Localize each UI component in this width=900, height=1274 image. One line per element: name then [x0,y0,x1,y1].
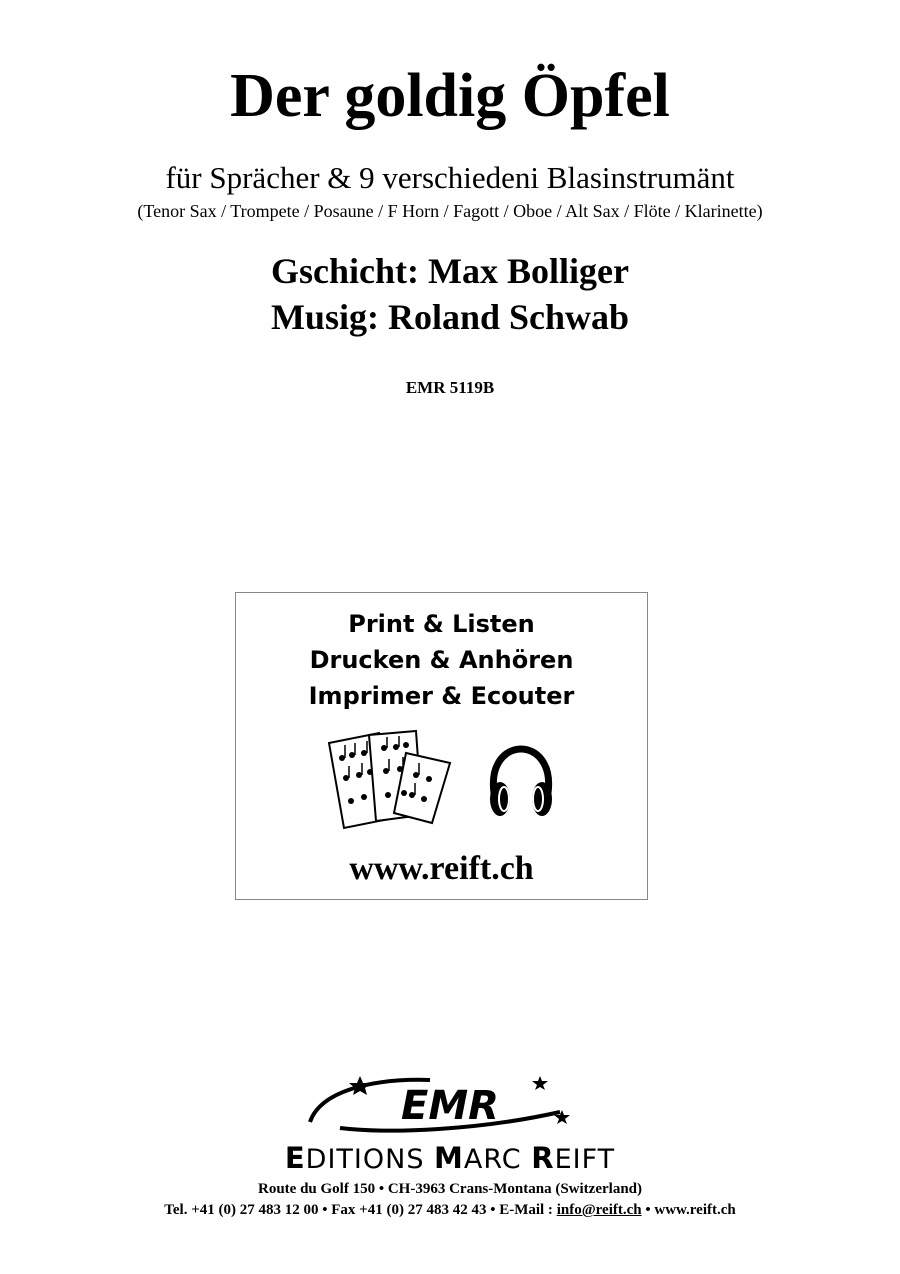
website-link[interactable]: www.reift.ch [349,850,534,887]
contact-website[interactable]: • www.reift.ch [641,1202,736,1218]
contact-phone-fax: Tel. +41 (0) 27 483 12 00 • Fax +41 (0) 27 483 42 43 • E-Mail : [164,1202,557,1218]
promo-line-german: Drucken & Anhören [309,646,574,674]
promo-line-french: Imprimer & Ecouter [308,682,575,710]
instrument-list: (Tenor Sax / Trompete / Posaune / F Horn / Fagott / Oboe / Alt Sax / Flöte / Klarinette) [137,201,763,221]
print-listen-box [235,592,648,900]
page-title: Der goldig Öpfel [230,62,670,130]
catalog-number: EMR 5119B [405,378,495,397]
publisher-name: EDITIONS MARC REIFT [284,1141,616,1175]
story-credit: Gschicht: Max Bolliger [271,251,629,291]
publisher-contact [0,1201,900,1219]
music-credit: Musig: Roland Schwab [270,297,630,337]
subtitle: für Sprächer & 9 verschiedeni Blasinstrumänt [165,160,735,195]
promo-line-english: Print & Listen [348,610,535,638]
publisher-address: Route du Golf 150 • CH-3963 Crans-Montana (Switzerland) [258,1181,642,1197]
headphones-icon [486,743,556,823]
emr-logo-text: EMR [401,1083,499,1129]
sheet-music-icon [324,723,454,833]
email-link[interactable]: info@reift.ch [556,1202,642,1218]
emr-logo [300,1072,600,1136]
